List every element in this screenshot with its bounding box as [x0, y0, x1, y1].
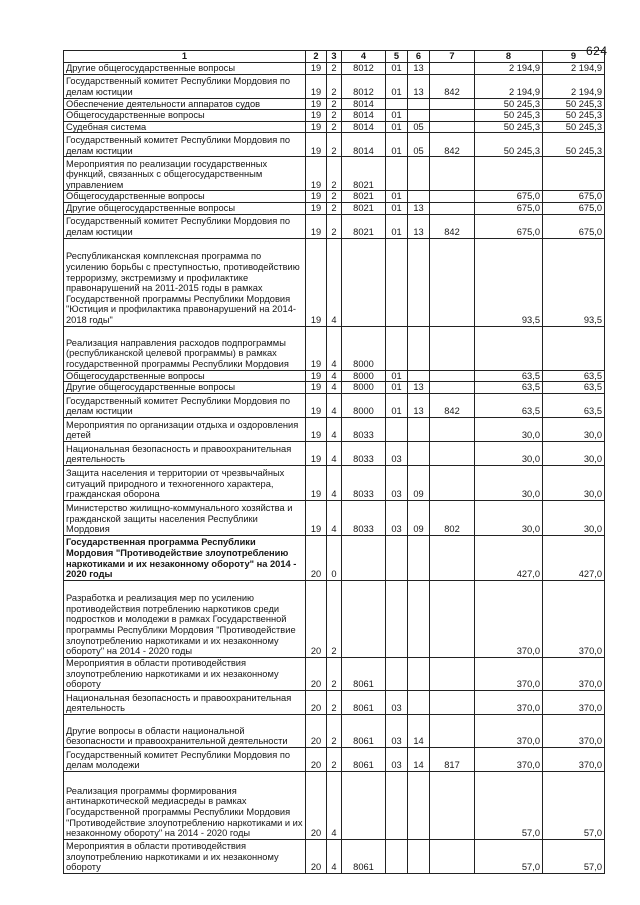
row-col-5: 03	[386, 714, 408, 747]
row-col-8-amount: 57,0	[475, 771, 543, 839]
row-col-3: 2	[327, 657, 342, 690]
row-col-5	[386, 326, 408, 370]
row-col-6: 13	[408, 74, 430, 98]
row-col-4: 8021	[342, 214, 386, 238]
row-col-6	[408, 657, 430, 690]
row-col-3: 4	[327, 441, 342, 465]
row-name: Государственная программа Республики Мордовия "Противодействие злоупотреблению наркотиками и их незаконному обороту" на 2014 - 2020 годы	[64, 535, 306, 580]
row-col-8-amount: 2 194,9	[475, 74, 543, 98]
table-row	[64, 771, 605, 839]
row-name: Мероприятия в области противодействия злоупотреблению наркотиками и их незаконному обороту	[64, 657, 306, 690]
row-col-2: 20	[306, 714, 327, 747]
table-row	[64, 98, 605, 110]
row-col-5: 01	[386, 74, 408, 98]
row-col-9-amount: 370,0	[543, 747, 605, 771]
row-col-8-amount: 50 245,3	[475, 98, 543, 110]
table-row	[64, 393, 605, 417]
row-col-8-amount: 675,0	[475, 202, 543, 214]
row-col-4	[342, 238, 386, 326]
row-col-9-amount: 370,0	[543, 714, 605, 747]
row-col-2: 19	[306, 370, 327, 382]
row-col-4: 8012	[342, 74, 386, 98]
row-col-4: 8033	[342, 441, 386, 465]
row-col-5: 03	[386, 747, 408, 771]
table-row	[64, 214, 605, 238]
row-col-3: 2	[327, 98, 342, 110]
row-col-6: 09	[408, 500, 430, 535]
row-col-2: 19	[306, 74, 327, 98]
row-col-7	[430, 535, 475, 580]
row-col-6: 13	[408, 382, 430, 394]
row-col-8-amount: 30,0	[475, 465, 543, 500]
row-col-5	[386, 839, 408, 873]
table-row	[64, 382, 605, 394]
row-col-4: 8033	[342, 417, 386, 441]
row-col-9-amount: 63,5	[543, 393, 605, 417]
row-col-3: 2	[327, 191, 342, 203]
row-col-7	[430, 382, 475, 394]
row-col-8-amount: 2 194,9	[475, 62, 543, 74]
row-col-4: 8033	[342, 500, 386, 535]
row-col-7: 842	[430, 133, 475, 157]
row-col-2: 19	[306, 465, 327, 500]
row-col-2: 19	[306, 191, 327, 203]
row-col-6: 13	[408, 202, 430, 214]
table-row	[64, 326, 605, 370]
row-col-6: 13	[408, 62, 430, 74]
row-col-7: 842	[430, 74, 475, 98]
row-col-5	[386, 238, 408, 326]
row-col-6	[408, 157, 430, 191]
table-row	[64, 747, 605, 771]
header-cell-4: 4	[342, 51, 386, 63]
table-row	[64, 465, 605, 500]
table-row	[64, 535, 605, 580]
row-col-8-amount: 370,0	[475, 690, 543, 714]
row-col-7	[430, 98, 475, 110]
row-col-7: 802	[430, 500, 475, 535]
row-col-7	[430, 110, 475, 122]
row-col-2: 20	[306, 657, 327, 690]
row-col-5: 01	[386, 191, 408, 203]
row-col-9-amount: 675,0	[543, 191, 605, 203]
table-row	[64, 202, 605, 214]
table-row	[64, 657, 605, 690]
row-col-3: 4	[327, 382, 342, 394]
row-col-3: 2	[327, 62, 342, 74]
row-col-7	[430, 238, 475, 326]
row-col-7	[430, 441, 475, 465]
row-col-8-amount: 63,5	[475, 393, 543, 417]
row-col-4: 8014	[342, 110, 386, 122]
row-name: Государственный комитет Республики Мордовия по делам юстиции	[64, 214, 306, 238]
row-col-5: 01	[386, 214, 408, 238]
row-col-9-amount: 427,0	[543, 535, 605, 580]
row-col-4: 8061	[342, 714, 386, 747]
row-col-5: 01	[386, 110, 408, 122]
table-body	[64, 51, 605, 874]
header-cell-8: 8	[475, 51, 543, 63]
row-col-9-amount	[543, 157, 605, 191]
row-col-5: 01	[386, 133, 408, 157]
row-col-3: 2	[327, 74, 342, 98]
row-col-3: 4	[327, 393, 342, 417]
row-col-7	[430, 191, 475, 203]
row-col-7	[430, 771, 475, 839]
row-col-3: 4	[327, 465, 342, 500]
row-col-3: 4	[327, 326, 342, 370]
row-col-9-amount: 370,0	[543, 690, 605, 714]
row-col-2: 19	[306, 214, 327, 238]
row-col-5	[386, 157, 408, 191]
row-name: Реализация программы формирования антинаркотической медиасреды в рамках Государственной программы Республики Мордовия "Противодействие злоупотреблению наркотиками и их незаконному обороту" на 2014 - 2020 годы	[64, 771, 306, 839]
row-col-4	[342, 580, 386, 657]
row-col-2: 19	[306, 133, 327, 157]
row-col-8-amount: 370,0	[475, 714, 543, 747]
row-col-7: 842	[430, 214, 475, 238]
row-col-8-amount: 675,0	[475, 214, 543, 238]
header-cell-1: 1	[64, 51, 306, 63]
row-col-4	[342, 771, 386, 839]
row-col-6	[408, 441, 430, 465]
row-col-2: 19	[306, 417, 327, 441]
row-col-2: 20	[306, 535, 327, 580]
row-col-4: 8021	[342, 191, 386, 203]
row-col-6	[408, 110, 430, 122]
table-row	[64, 121, 605, 133]
row-col-6	[408, 690, 430, 714]
row-name: Государственный комитет Республики Мордовия по делам юстиции	[64, 133, 306, 157]
row-col-4: 8000	[342, 326, 386, 370]
row-col-6: 14	[408, 714, 430, 747]
row-col-7	[430, 839, 475, 873]
row-col-4: 8000	[342, 393, 386, 417]
row-col-9-amount: 675,0	[543, 202, 605, 214]
row-col-8-amount: 370,0	[475, 580, 543, 657]
row-name: Реализация направления расходов подпрограммы (республиканской целевой программы) в рамках государственной программы Республики Мордовия	[64, 326, 306, 370]
row-col-9-amount: 57,0	[543, 771, 605, 839]
row-col-7: 817	[430, 747, 475, 771]
row-col-8-amount: 370,0	[475, 657, 543, 690]
row-col-2: 19	[306, 441, 327, 465]
row-name: Мероприятия по организации отдыха и оздоровления детей	[64, 417, 306, 441]
row-col-4: 8061	[342, 747, 386, 771]
row-name: Другие вопросы в области национальной безопасности и правоохранительной деятельности	[64, 714, 306, 747]
header-cell-3: 3	[327, 51, 342, 63]
row-col-9-amount: 30,0	[543, 417, 605, 441]
row-col-7	[430, 417, 475, 441]
row-col-2: 19	[306, 393, 327, 417]
row-col-2: 19	[306, 500, 327, 535]
row-name: Министерство жилищно-коммунального хозяйства и гражданской защиты населения Республики Мордовия	[64, 500, 306, 535]
row-col-6	[408, 238, 430, 326]
row-col-6	[408, 417, 430, 441]
row-col-6	[408, 370, 430, 382]
table-row	[64, 441, 605, 465]
row-col-4: 8061	[342, 839, 386, 873]
row-col-4: 8014	[342, 133, 386, 157]
row-col-5: 03	[386, 500, 408, 535]
table-row	[64, 580, 605, 657]
row-col-6: 05	[408, 133, 430, 157]
row-col-4: 8021	[342, 157, 386, 191]
header-cell-2: 2	[306, 51, 327, 63]
row-col-8-amount: 30,0	[475, 441, 543, 465]
row-col-2: 20	[306, 580, 327, 657]
row-col-3: 2	[327, 580, 342, 657]
row-col-3: 2	[327, 202, 342, 214]
row-col-5	[386, 417, 408, 441]
row-col-3: 2	[327, 121, 342, 133]
row-col-7	[430, 690, 475, 714]
row-col-9-amount: 30,0	[543, 441, 605, 465]
table-row	[64, 74, 605, 98]
row-col-3: 2	[327, 690, 342, 714]
row-col-4: 8021	[342, 202, 386, 214]
row-col-7	[430, 465, 475, 500]
row-col-3: 2	[327, 214, 342, 238]
row-col-3: 2	[327, 110, 342, 122]
row-col-6	[408, 191, 430, 203]
row-col-7: 842	[430, 393, 475, 417]
row-col-9-amount: 675,0	[543, 214, 605, 238]
row-col-9-amount: 370,0	[543, 657, 605, 690]
row-col-8-amount: 50 245,3	[475, 121, 543, 133]
row-col-5: 01	[386, 121, 408, 133]
row-col-3: 2	[327, 157, 342, 191]
row-col-6	[408, 771, 430, 839]
row-col-9-amount: 30,0	[543, 465, 605, 500]
row-col-2: 19	[306, 121, 327, 133]
row-col-4: 8033	[342, 465, 386, 500]
row-col-5	[386, 771, 408, 839]
row-col-2: 20	[306, 690, 327, 714]
row-name: Национальная безопасность и правоохранительная деятельность	[64, 690, 306, 714]
row-col-8-amount: 63,5	[475, 370, 543, 382]
header-cell-6: 6	[408, 51, 430, 63]
row-name: Мероприятия в области противодействия злоупотреблению наркотиками и их незаконному обороту	[64, 839, 306, 873]
table-row	[64, 133, 605, 157]
row-col-3: 4	[327, 238, 342, 326]
table-row	[64, 191, 605, 203]
row-col-5: 01	[386, 202, 408, 214]
table-row	[64, 500, 605, 535]
row-col-9-amount: 50 245,3	[543, 98, 605, 110]
table-row	[64, 62, 605, 74]
row-col-5: 01	[386, 382, 408, 394]
row-col-8-amount: 50 245,3	[475, 133, 543, 157]
row-col-6: 05	[408, 121, 430, 133]
table-header-row	[64, 51, 605, 63]
table-row	[64, 110, 605, 122]
row-col-8-amount: 675,0	[475, 191, 543, 203]
row-col-4: 8000	[342, 382, 386, 394]
row-name: Государственный комитет Республики Мордовия по делам юстиции	[64, 393, 306, 417]
row-name: Другие общегосударственные вопросы	[64, 62, 306, 74]
row-col-7	[430, 326, 475, 370]
row-name: Другие общегосударственные вопросы	[64, 202, 306, 214]
row-col-3: 2	[327, 714, 342, 747]
header-cell-7: 7	[430, 51, 475, 63]
row-col-9-amount: 63,5	[543, 382, 605, 394]
row-name: Судебная система	[64, 121, 306, 133]
row-col-8-amount	[475, 326, 543, 370]
row-col-7	[430, 370, 475, 382]
header-cell-9: 9	[543, 51, 605, 63]
row-name: Государственный комитет Республики Мордовия по делам молодежи	[64, 747, 306, 771]
row-col-2: 19	[306, 382, 327, 394]
row-col-7	[430, 121, 475, 133]
row-col-3: 4	[327, 771, 342, 839]
row-col-3: 2	[327, 747, 342, 771]
row-name: Государственный комитет Республики Мордовия по делам юстиции	[64, 74, 306, 98]
row-col-2: 19	[306, 62, 327, 74]
row-col-7	[430, 657, 475, 690]
row-col-5: 01	[386, 62, 408, 74]
row-col-6: 14	[408, 747, 430, 771]
row-col-4: 8012	[342, 62, 386, 74]
row-col-5: 01	[386, 393, 408, 417]
row-col-3: 4	[327, 417, 342, 441]
row-col-2: 19	[306, 238, 327, 326]
table-row	[64, 370, 605, 382]
page-number: 624	[586, 44, 608, 58]
row-col-2: 19	[306, 202, 327, 214]
row-col-9-amount: 63,5	[543, 370, 605, 382]
row-name: Общегосударственные вопросы	[64, 370, 306, 382]
row-col-5	[386, 535, 408, 580]
row-col-6: 13	[408, 393, 430, 417]
table-row	[64, 690, 605, 714]
row-name: Другие общегосударственные вопросы	[64, 382, 306, 394]
row-col-9-amount: 50 245,3	[543, 133, 605, 157]
row-col-6: 09	[408, 465, 430, 500]
row-name: Обеспечение деятельности аппаратов судов	[64, 98, 306, 110]
row-col-4	[342, 535, 386, 580]
row-col-2: 19	[306, 110, 327, 122]
row-col-5	[386, 98, 408, 110]
row-name: Разработка и реализация мер по усилению противодействия потреблению наркотиков среди подростков и молодежи в рамках Государственной программы Республики Мордовия "Противодействие злоупотреблению наркотиками и их незаконному обороту" на 2014 - 2020 годы	[64, 580, 306, 657]
row-col-9-amount: 50 245,3	[543, 110, 605, 122]
row-col-6	[408, 839, 430, 873]
row-col-8-amount: 427,0	[475, 535, 543, 580]
row-col-9-amount: 370,0	[543, 580, 605, 657]
table-row	[64, 839, 605, 873]
row-col-9-amount: 50 245,3	[543, 121, 605, 133]
row-col-5	[386, 580, 408, 657]
row-col-3: 4	[327, 839, 342, 873]
row-name: Мероприятия по реализации государственных функций, связанных с общегосударственным управлением	[64, 157, 306, 191]
row-col-9-amount	[543, 326, 605, 370]
row-col-4: 8014	[342, 121, 386, 133]
row-col-2: 19	[306, 326, 327, 370]
row-col-6	[408, 580, 430, 657]
row-col-9-amount: 57,0	[543, 839, 605, 873]
row-col-4: 8000	[342, 370, 386, 382]
row-col-4: 8061	[342, 690, 386, 714]
row-col-7	[430, 157, 475, 191]
row-col-4: 8014	[342, 98, 386, 110]
row-col-8-amount: 30,0	[475, 417, 543, 441]
row-col-8-amount: 370,0	[475, 747, 543, 771]
row-col-6: 13	[408, 214, 430, 238]
row-col-7	[430, 580, 475, 657]
table-row	[64, 714, 605, 747]
row-col-5: 03	[386, 690, 408, 714]
row-col-9-amount: 2 194,9	[543, 74, 605, 98]
row-col-9-amount: 93,5	[543, 238, 605, 326]
row-col-3: 0	[327, 535, 342, 580]
row-col-8-amount: 30,0	[475, 500, 543, 535]
budget-table	[63, 50, 605, 874]
row-col-3: 4	[327, 370, 342, 382]
row-col-5	[386, 657, 408, 690]
row-col-2: 20	[306, 839, 327, 873]
row-col-8-amount	[475, 157, 543, 191]
table-row	[64, 238, 605, 326]
row-col-2: 20	[306, 747, 327, 771]
row-col-9-amount: 30,0	[543, 500, 605, 535]
row-col-8-amount: 57,0	[475, 839, 543, 873]
row-col-8-amount: 50 245,3	[475, 110, 543, 122]
row-col-6	[408, 98, 430, 110]
row-col-2: 20	[306, 771, 327, 839]
row-col-2: 19	[306, 157, 327, 191]
row-name: Общегосударственные вопросы	[64, 110, 306, 122]
table-row	[64, 417, 605, 441]
row-col-5: 03	[386, 441, 408, 465]
row-col-3: 4	[327, 500, 342, 535]
header-cell-5: 5	[386, 51, 408, 63]
row-col-4: 8061	[342, 657, 386, 690]
row-col-2: 19	[306, 98, 327, 110]
row-name: Республиканская комплексная программа по усилению борьбы с преступностью, противодействию терроризму, экстремизму и профилактике правонарушений на 2011-2015 годы в рамках Государственной программы Республики Мордовия "Юстиция и профилактика правонарушений на 2014-2018 годы"	[64, 238, 306, 326]
row-name: Защита населения и территории от чрезвычайных ситуаций природного и техногенного характера, гражданская оборона	[64, 465, 306, 500]
row-col-6	[408, 326, 430, 370]
row-col-5: 03	[386, 465, 408, 500]
row-name: Общегосударственные вопросы	[64, 191, 306, 203]
table-row	[64, 157, 605, 191]
row-col-3: 2	[327, 133, 342, 157]
row-col-8-amount: 63,5	[475, 382, 543, 394]
row-col-8-amount: 93,5	[475, 238, 543, 326]
row-col-7	[430, 714, 475, 747]
row-col-5: 01	[386, 370, 408, 382]
row-col-7	[430, 62, 475, 74]
row-col-7	[430, 202, 475, 214]
row-col-9-amount: 2 194,9	[543, 62, 605, 74]
row-col-6	[408, 535, 430, 580]
row-name: Национальная безопасность и правоохранительная деятельность	[64, 441, 306, 465]
